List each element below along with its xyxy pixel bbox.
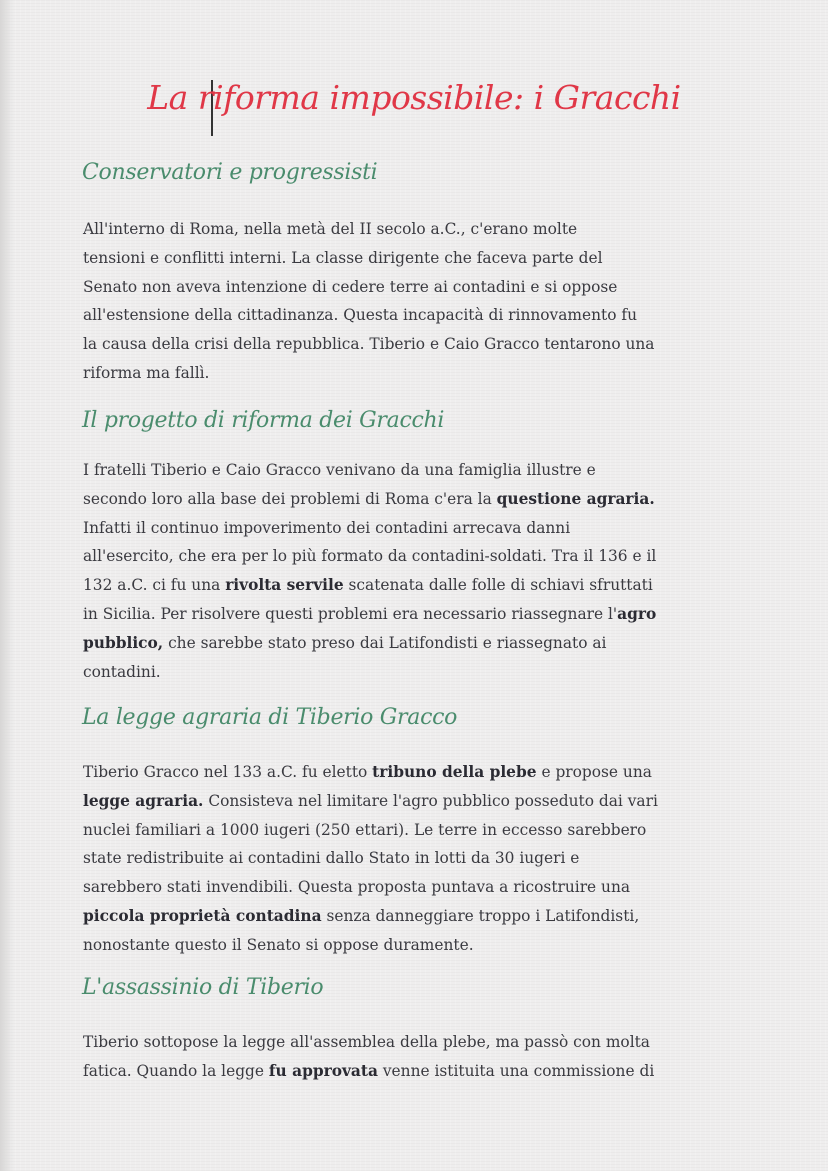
text-segment: senza danneggiare troppo i Latifondisti,	[321, 906, 640, 925]
section-heading: Il progetto di riforma dei Gracchi	[82, 408, 445, 433]
text-line	[83, 359, 773, 388]
text-segment: Infatti il continuo impoverimento dei contadini arrecava danni	[83, 518, 571, 537]
text-segment: venne istituita una commissione di	[377, 1061, 655, 1080]
text-segment: nonostante questo il Senato si oppose duramente.	[83, 935, 474, 954]
text-segment: riforma ma fallì.	[83, 363, 210, 382]
text-segment: fatica. Quando la legge	[83, 1061, 269, 1080]
text-segment: 132 a.C. ci fu una	[83, 576, 226, 595]
section-heading: La legge agraria di Tiberio Gracco	[82, 705, 458, 730]
text-segment: e propose una	[536, 763, 652, 781]
bold-term: questione agraria.	[496, 489, 655, 508]
section-heading: L'assassinio di Tiberio	[82, 975, 324, 1000]
text-line	[83, 456, 773, 485]
text-segment: all'estensione della cittadinanza. Questa incapacità di rinnovamento fu	[83, 306, 637, 325]
page-edge-shadow	[0, 0, 14, 1171]
text-segment: la causa della crisi della repubblica. Tiberio e Caio Gracco tentarono una	[83, 335, 655, 354]
section-paragraph	[83, 1028, 773, 1086]
text-line	[83, 902, 773, 931]
text-segment: contadini.	[83, 662, 161, 681]
section-heading: Conservatori e progressisti	[82, 160, 378, 185]
text-line	[83, 514, 773, 543]
text-line	[83, 301, 773, 330]
text-segment: I fratelli Tiberio e Caio Gracco venivano da una famiglia illustre e	[83, 461, 596, 479]
text-segment: state redistribuite ai contadini dallo Stato in lotti da 30 iugeri e	[83, 849, 580, 868]
text-line	[83, 244, 773, 273]
text-segment: Consisteva nel limitare l'agro pubblico posseduto dai vari	[203, 791, 658, 810]
text-segment: sarebbero stati invendibili. Questa proposta puntava a ricostruire una	[83, 878, 631, 897]
bold-term: agro	[617, 604, 657, 623]
bold-term: fu approvata	[268, 1061, 378, 1080]
bold-term: rivolta servile	[225, 576, 344, 595]
text-segment: nuclei familiari a 1000 iugeri (250 ettari). Le terre in eccesso sarebbero	[83, 820, 647, 839]
text-line	[83, 215, 773, 244]
text-segment: secondo loro alla base dei problemi di Roma c'era la	[83, 489, 497, 508]
text-segment: Tiberio Gracco nel 133 a.C. fu eletto	[83, 763, 373, 781]
section-paragraph	[83, 456, 773, 686]
text-line	[83, 816, 773, 845]
text-line	[83, 600, 773, 629]
text-line	[83, 873, 773, 902]
text-line	[83, 1028, 773, 1057]
text-segment: all'esercito, che era per lo più formato da contadini-soldati. Tra il 136 e il	[83, 547, 657, 566]
text-line	[83, 485, 773, 514]
text-line	[83, 658, 773, 687]
text-line	[83, 330, 773, 359]
bold-term: piccola proprietà contadina	[83, 906, 322, 925]
text-line	[83, 542, 773, 571]
text-line	[83, 758, 773, 787]
bold-term: pubblico,	[83, 633, 164, 652]
page-title: La riforma impossibile: i Gracchi	[147, 78, 681, 117]
text-segment: in Sicilia. Per risolvere questi problemi era necessario riassegnare l'	[83, 604, 618, 623]
text-segment: tensioni e conflitti interni. La classe dirigente che faceva parte del	[83, 248, 603, 267]
text-line	[83, 844, 773, 873]
text-line	[83, 1057, 773, 1086]
text-segment: scatenata dalle folle di schiavi sfruttati	[343, 576, 653, 595]
text-line	[83, 787, 773, 816]
text-line	[83, 629, 773, 658]
text-line	[83, 931, 773, 960]
text-line	[83, 571, 773, 600]
text-line	[83, 273, 773, 302]
text-segment: All'interno di Roma, nella metà del II secolo a.C., c'erano molte	[83, 220, 578, 238]
bold-term: tribuno della plebe	[372, 763, 537, 781]
text-segment: Tiberio sottopose la legge all'assemblea della plebe, ma passò con molta	[83, 1033, 650, 1051]
section-paragraph	[83, 215, 773, 388]
text-segment: che sarebbe stato preso dai Latifondisti e riassegnato ai	[163, 633, 607, 652]
bold-term: legge agraria.	[83, 791, 204, 810]
section-paragraph	[83, 758, 773, 960]
text-segment: Senato non aveva intenzione di cedere terre ai contadini e si oppose	[83, 277, 618, 296]
